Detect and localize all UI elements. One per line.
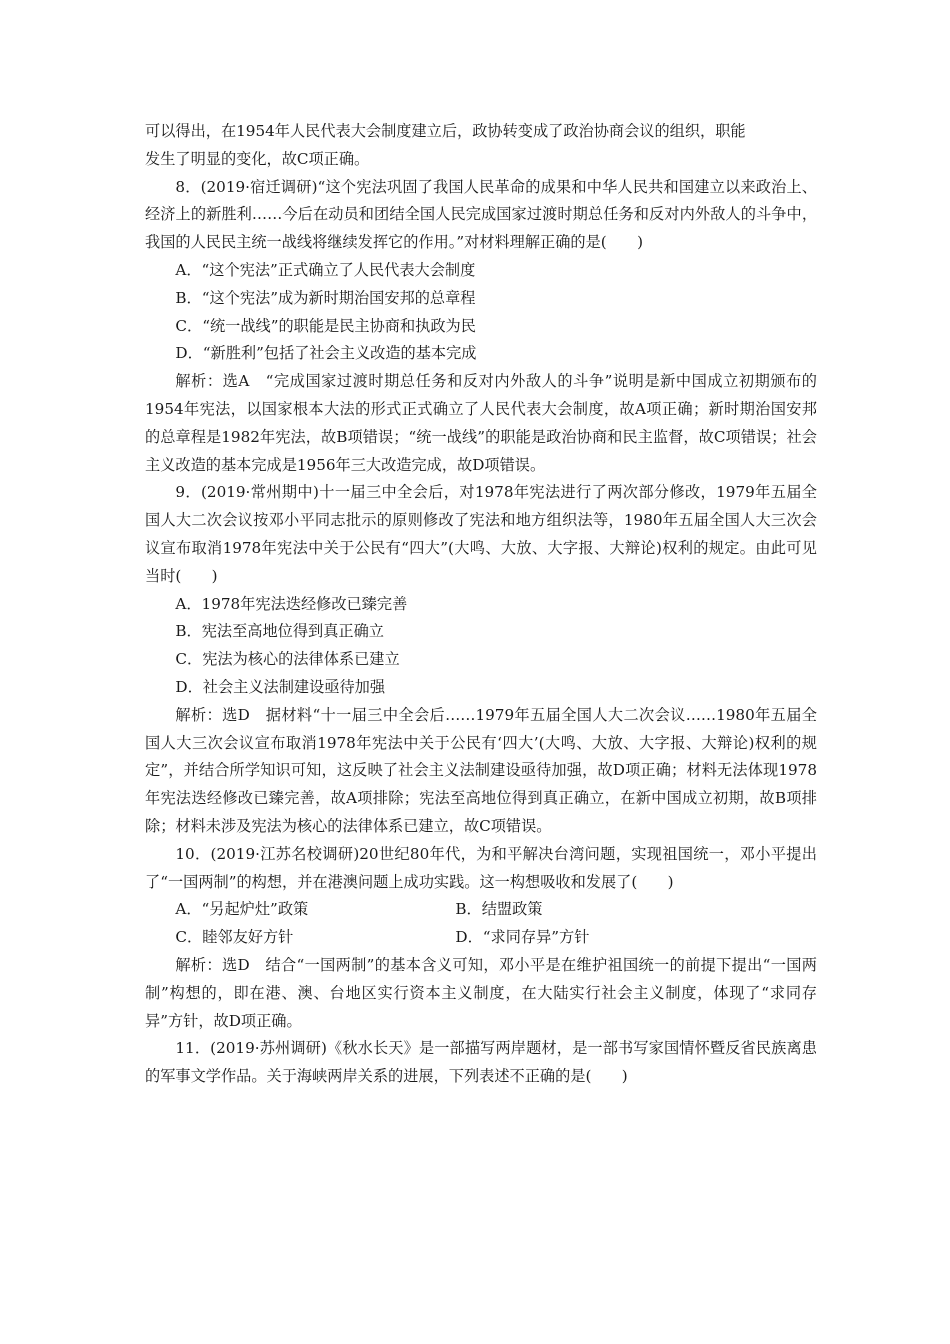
- question-9-option-d: D．社会主义法制建设亟待加强: [175, 677, 386, 696]
- question-10-stem: 10．(2019·江苏名校调研)20世纪80年代，为和平解决台湾问题，实现祖国统一，邓小平提出了“一国两制”的构想，并在港澳问题上成功实践。这一构想吸收和发展了( ): [145, 844, 817, 891]
- question-10-analysis: 解析：选D 结合“一国两制”的基本含义可知，邓小平是在维护祖国统一的前提下提出“一国两制”构想的，即在港、澳、台地区实行资本主义制度，在大陆实行社会主义制度，体现了“求同存异”方针，故D项正确。: [145, 955, 817, 1030]
- question-9-option-c: C．宪法为核心的法律体系已建立: [175, 650, 400, 669]
- question-9-option-b: B．宪法至高地位得到真正确立: [175, 622, 384, 641]
- question-10-option-d: D．“求同存异”方针: [455, 928, 590, 947]
- intro-line: 可以得出，在1954年人民代表大会制度建立后，政协转变成了政治协商会议的组织，职能: [145, 122, 746, 140]
- question-11-stem: 11．(2019·苏州调研)《秋水长天》是一部描写两岸题材，是一部书写家国情怀暨反省民族离患的军事文学作品。关于海峡两岸关系的进展，下列表述不正确的是( ): [145, 1039, 817, 1086]
- document-page: [145, 118, 817, 1091]
- question-8-analysis: 解析：选A “完成国家过渡时期总任务和反对内外敌人的斗争”说明是新中国成立初期颁布的1954年宪法，以国家根本大法的形式正式确立了人民代表大会制度，故A项正确；新时期治国安邦的总章程是1982年宪法，故B项错误；“统一战线”的职能是政治协商和民主监督，故C项错误；社会主义改造的基本完成是1956年三大改造完成，故D项错误。: [145, 372, 817, 474]
- question-9-analysis: 解析：选D 据材料“十一届三中全会后……1979年五届全国人大二次会议……1980年五届全国人大三次会议宣布取消1978年宪法中关于公民有‘四大’(大鸣、大放、大字报、大辩论)权利的规定”，并结合所学知识可知，这反映了社会主义法制建设亟待加强，故D项正确；材料无法体现1978年宪法迭经修改已臻完善，故A项排除；宪法至高地位得到真正确立，在新中国成立初期，故B项排除；材料未涉及宪法为核心的法律体系已建立，故C项错误。: [145, 705, 817, 835]
- question-8-option-b: B．“这个宪法”成为新时期治国安邦的总章程: [175, 288, 476, 307]
- question-9-stem: 9．(2019·常州期中)十一届三中全会后，对1978年宪法进行了两次部分修改，1979年五届全国人大二次会议按邓小平同志批示的原则修改了宪法和地方组织法等，1980年五届全国人大三次会议宣布取消1978年宪法中关于公民有“四大”(大鸣、大放、大字报、大辩论)权利的规定。由此可见当时( ): [145, 483, 817, 585]
- question-10-option-a: A．“另起炉灶”政策: [175, 900, 309, 919]
- question-8-option-a: A．“这个宪法”正式确立了人民代表大会制度: [175, 260, 476, 279]
- question-10-options-row-1: [145, 896, 817, 924]
- question-10-option-c: C．睦邻友好方针: [175, 928, 294, 947]
- question-10-options-row-2: [145, 924, 817, 952]
- question-8-option-d: D．“新胜利”包括了社会主义改造的基本完成: [175, 344, 477, 363]
- question-8-stem: 8．(2019·宿迁调研)“这个宪法巩固了我国人民革命的成果和中华人民共和国建立以来政治上、经济上的新胜利……今后在动员和团结全国人民完成国家过渡时期总任务和反对内外敌人的斗争中，我国的人民民主统一战线将继续发挥它的作用。”对材料理解正确的是( ): [145, 177, 817, 252]
- intro-line: 发生了明显的变化，故C项正确。: [145, 149, 370, 168]
- question-10-option-b: B．结盟政策: [455, 900, 543, 919]
- question-9-option-a: A．1978年宪法迭经修改已臻完善: [175, 594, 408, 613]
- question-8-option-c: C．“统一战线”的职能是民主协商和执政为民: [175, 316, 476, 335]
